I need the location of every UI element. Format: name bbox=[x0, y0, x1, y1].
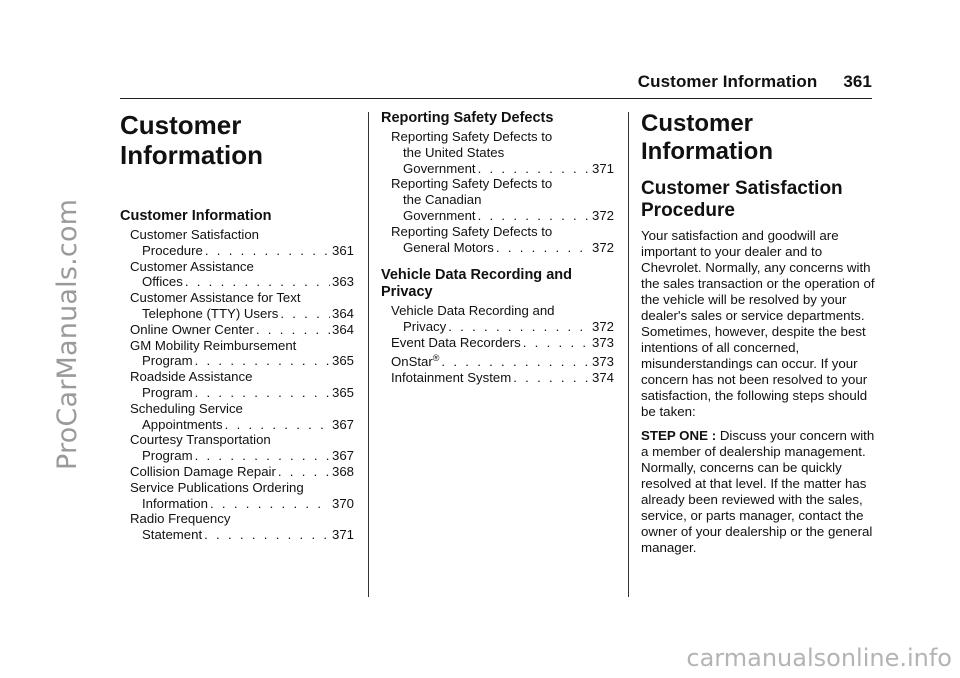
body-paragraph: Your satisfaction and goodwill are important to your dealer and to Chevrolet. Normally, any concerns with the sales transaction or the operation of the vehicle will be resolved by your dealer's sales or service departments. Sometimes, however, despite the best intentions of all concerned, misunderstandings can occur. If your concern has not been resolved to your satisfaction, the following steps should be taken: bbox=[641, 228, 875, 419]
toc-section-heading: Customer Information bbox=[120, 208, 272, 224]
toc-section-heading: Reporting Safety Defects bbox=[381, 110, 554, 126]
toc-page: 372 bbox=[591, 239, 614, 255]
toc-entry[interactable]: GM Mobility Reimbursement Program . . . 365 bbox=[130, 338, 354, 370]
toc-page: 373 bbox=[591, 353, 614, 369]
toc-page: 373 bbox=[591, 334, 614, 350]
bottom-watermark: carmanualsonline.info bbox=[686, 644, 952, 672]
toc-entry[interactable]: Vehicle Data Recording and Privacy . . . 372 bbox=[391, 303, 614, 335]
registered-mark: ® bbox=[432, 352, 440, 363]
toc-entry[interactable]: Event Data Recorders . . . 373 bbox=[391, 335, 614, 351]
toc-entry[interactable]: Collision Damage Repair . . . 368 bbox=[130, 464, 354, 480]
article-title: Customer Information bbox=[641, 110, 773, 165]
toc-column-1 bbox=[120, 110, 354, 543]
toc-entry[interactable]: Reporting Safety Defects to the Canadian Government . . . 372 bbox=[391, 176, 614, 223]
header-section-title: Customer Information bbox=[637, 72, 818, 91]
toc-entry[interactable]: Courtesy Transportation Program . . . 367 bbox=[130, 432, 354, 464]
toc-page: 370 bbox=[331, 495, 354, 511]
toc-list bbox=[381, 303, 614, 385]
toc-entry[interactable]: Customer Assistance Offices . . . 363 bbox=[130, 259, 354, 291]
toc-page: 365 bbox=[331, 384, 354, 400]
toc-entry[interactable]: Online Owner Center . . . 364 bbox=[130, 322, 354, 338]
toc-page: 364 bbox=[331, 321, 354, 337]
column-divider bbox=[368, 112, 369, 597]
article-subtitle: Customer Satisfaction Procedure bbox=[641, 178, 843, 221]
toc-entry[interactable]: Customer Satisfaction Procedure . . . 361 bbox=[130, 227, 354, 259]
running-header bbox=[638, 72, 872, 92]
toc-entry[interactable]: Infotainment System . . . 374 bbox=[391, 370, 614, 386]
toc-section-heading: Vehicle Data Recording and Privacy bbox=[381, 267, 572, 301]
page-number: 361 bbox=[843, 72, 872, 91]
toc-entry[interactable]: Service Publications Ordering Information . . . 370 bbox=[130, 480, 354, 512]
toc-page: 363 bbox=[331, 274, 354, 290]
step-one-paragraph: STEP ONE : Discuss your concern with a member of dealership management. Normally, concerns can be quickly resolved at that level. If the matter has already been reviewed with the sales, service, or parts manager, contact the owner of your dealership or the general manager. bbox=[641, 428, 875, 555]
toc-column-2 bbox=[381, 110, 614, 397]
toc-page: 365 bbox=[331, 353, 354, 369]
toc-page: 371 bbox=[331, 527, 354, 543]
toc-entry[interactable]: Radio Frequency Statement . . . 371 bbox=[130, 511, 354, 543]
toc-entry[interactable]: OnStar® . . . 373 bbox=[391, 351, 614, 370]
toc-entry[interactable]: Roadside Assistance Program . . . 365 bbox=[130, 369, 354, 401]
toc-entry[interactable]: Scheduling Service Appointments . . . 367 bbox=[130, 401, 354, 433]
side-watermark-text: ProCarManuals.com bbox=[52, 198, 83, 470]
toc-page: 372 bbox=[591, 207, 614, 223]
header-rule bbox=[120, 98, 872, 99]
toc-page: 367 bbox=[331, 416, 354, 432]
step-label: STEP ONE : bbox=[641, 428, 717, 443]
toc-page: 368 bbox=[331, 463, 354, 479]
toc-page: 372 bbox=[591, 319, 614, 335]
article-column bbox=[641, 110, 877, 564]
toc-entry[interactable]: Reporting Safety Defects to the United States Government . . . 371 bbox=[391, 129, 614, 176]
toc-entry[interactable]: Reporting Safety Defects to General Motors . . . 372 bbox=[391, 224, 614, 256]
toc-list bbox=[120, 227, 354, 543]
toc-page: 367 bbox=[331, 448, 354, 464]
toc-page: 374 bbox=[591, 369, 614, 385]
toc-page: 371 bbox=[591, 160, 614, 176]
chapter-title: Customer Information bbox=[120, 110, 263, 170]
toc-page: 364 bbox=[331, 305, 354, 321]
column-divider bbox=[628, 112, 629, 597]
toc-entry[interactable]: Customer Assistance for Text Telephone (TTY) Users . . . 364 bbox=[130, 290, 354, 322]
toc-list bbox=[381, 129, 614, 255]
toc-page: 361 bbox=[331, 242, 354, 258]
